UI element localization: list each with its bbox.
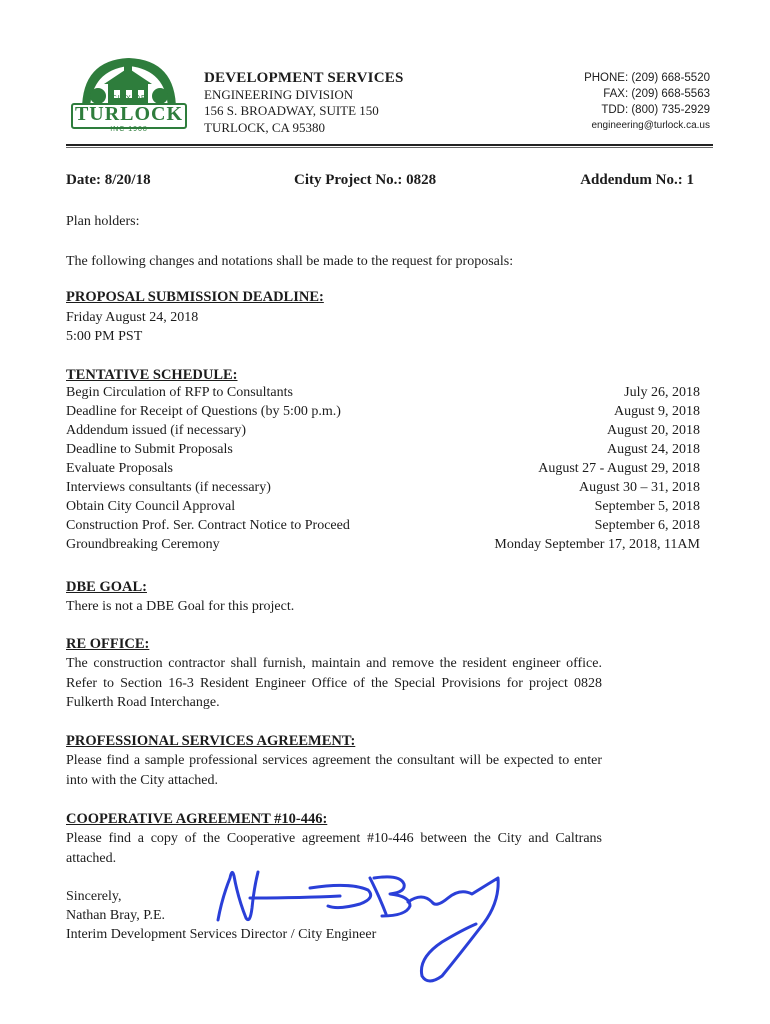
schedule-date: July 26, 2018 — [624, 385, 700, 400]
schedule-date: Monday September 17, 2018, 11AM — [494, 537, 700, 552]
schedule-row — [66, 480, 700, 500]
signer-title: Interim Development Services Director / City Engineer — [66, 927, 377, 942]
header-rule — [66, 144, 713, 146]
psa-heading: PROFESSIONAL SERVICES AGREEMENT: — [66, 733, 356, 749]
schedule-label: Obtain City Council Approval — [66, 499, 236, 514]
dbe-heading: DBE GOAL: — [66, 579, 147, 595]
re-office-text: The construction contractor shall furnish, maintain and remove the resident engineer office. Refer to Section 16-3 Resident Engineer Office of the Special Provisions for project 0828 Fulkerth Road Interchange. — [66, 656, 602, 710]
addendum-number: Addendum No.: 1 — [580, 172, 694, 188]
deadline-time: 5:00 PM PST — [66, 329, 143, 344]
schedule-label: Interviews consultants (if necessary) — [66, 480, 271, 495]
schedule-row — [66, 518, 700, 538]
psa-text: Please find a sample professional services agreement the consultant will be expected to enter into with the City attached. — [66, 753, 602, 788]
schedule-row — [66, 442, 700, 462]
schedule-label: Begin Circulation of RFP to Consultants — [66, 385, 293, 400]
schedule-row — [66, 404, 700, 424]
schedule-row — [66, 537, 700, 557]
schedule-label: Deadline to Submit Proposals — [66, 442, 233, 457]
re-office-heading: RE OFFICE: — [66, 636, 150, 652]
schedule-label: Groundbreaking Ceremony — [66, 537, 220, 552]
salutation: Sincerely, — [66, 889, 122, 904]
org-address: 156 S. BROADWAY, SUITE 150 — [204, 103, 379, 118]
tdd: TDD: (800) 735-2929 — [601, 104, 710, 116]
schedule-date: August 9, 2018 — [614, 404, 700, 419]
email-link[interactable]: engineering@turlock.ca.us — [591, 120, 710, 131]
date: Date: 8/20/18 — [66, 172, 151, 188]
city-project-number: City Project No.: 0828 — [294, 172, 437, 188]
fax: FAX: (209) 668-5563 — [603, 88, 710, 100]
city-of-turlock-logo — [68, 52, 190, 136]
signature — [210, 858, 510, 988]
intro-statement: The following changes and notations shall be made to the request for proposals: — [66, 254, 514, 269]
logo-city-name: TURLOCK — [74, 103, 184, 125]
schedule-date: September 5, 2018 — [594, 499, 700, 514]
schedule-row — [66, 461, 700, 481]
contact-block — [584, 70, 710, 134]
schedule-date: August 30 – 31, 2018 — [579, 480, 700, 495]
deadline-heading: PROPOSAL SUBMISSION DEADLINE: — [66, 289, 324, 305]
logo-incorporated: INC 1908 — [110, 126, 148, 133]
deadline-date: Friday August 24, 2018 — [66, 310, 199, 325]
org-name: DEVELOPMENT SERVICES — [204, 70, 404, 86]
schedule-date: August 20, 2018 — [607, 423, 700, 438]
dbe-text: There is not a DBE Goal for this project. — [66, 599, 295, 614]
coop-heading: COOPERATIVE AGREEMENT #10-446: — [66, 811, 328, 827]
signature-scribble — [210, 858, 510, 988]
schedule-label: Evaluate Proposals — [66, 461, 173, 476]
schedule-date: August 27 - August 29, 2018 — [538, 461, 700, 476]
org-city: TURLOCK, CA 95380 — [204, 119, 325, 135]
schedule-row — [66, 499, 700, 519]
phone: PHONE: (209) 668-5520 — [584, 72, 710, 84]
schedule-label: Construction Prof. Ser. Contract Notice to Proceed — [66, 518, 350, 533]
schedule-row — [66, 423, 700, 443]
org-division: ENGINEERING DIVISION — [204, 86, 354, 102]
schedule-label: Deadline for Receipt of Questions (by 5:00 p.m.) — [66, 404, 341, 419]
greeting: Plan holders: — [66, 214, 140, 229]
header-rule-thin — [66, 147, 713, 148]
signer-name: Nathan Bray, P.E. — [66, 908, 166, 923]
schedule-row — [66, 385, 700, 405]
schedule-label: Addendum issued (if necessary) — [66, 423, 247, 438]
coop-text: Please find a copy of the Cooperative agreement #10-446 between the City and Caltrans attached. — [66, 831, 602, 866]
schedule-date: September 6, 2018 — [594, 518, 700, 533]
logo-city-of: CITY OF — [111, 95, 147, 102]
org-block — [204, 70, 404, 136]
schedule-date: August 24, 2018 — [607, 442, 700, 457]
schedule-heading: TENTATIVE SCHEDULE: — [66, 367, 238, 383]
